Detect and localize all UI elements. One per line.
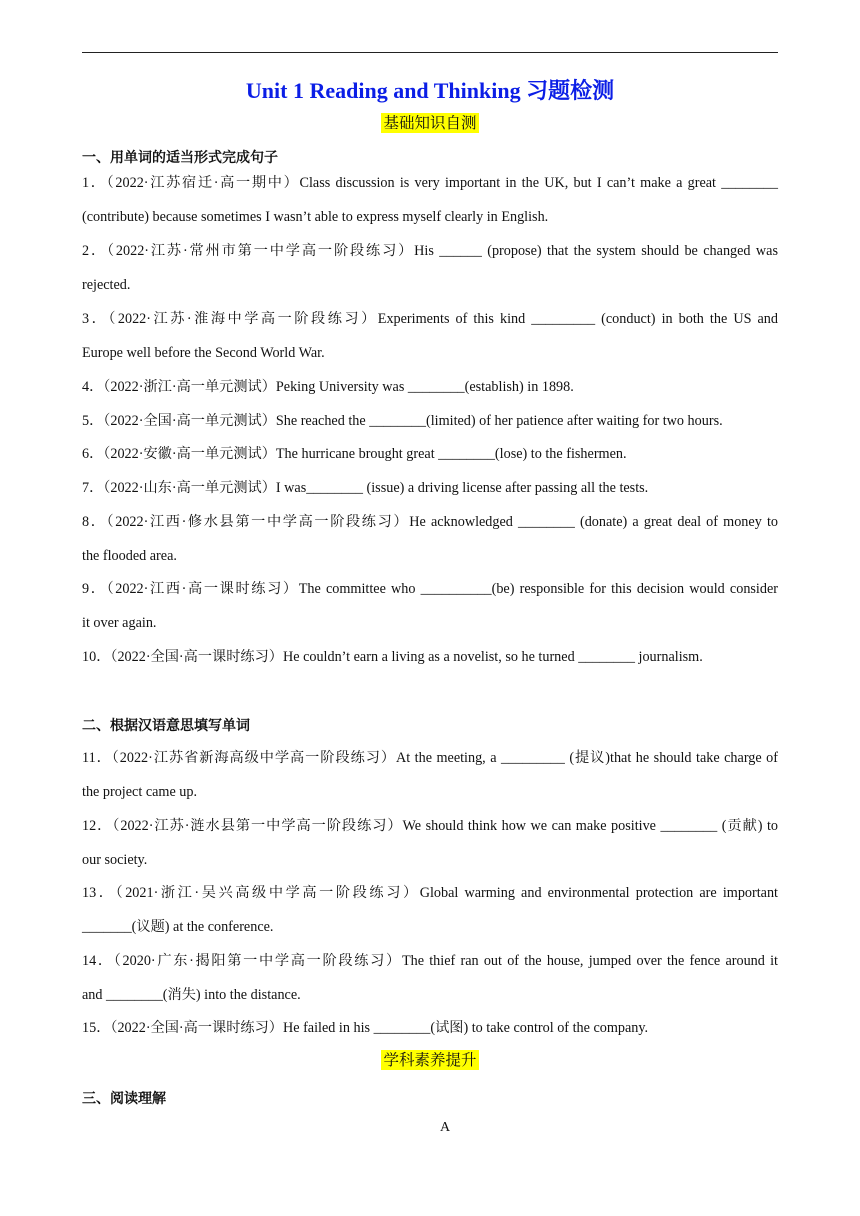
question-5: 5．（2022·全国·高一单元测试）She reached the ________(limited) of her patience after waiting for two hours. bbox=[82, 413, 723, 429]
question-14: 14．（2020·广东·揭阳第一中学高一阶段练习）The thief ran out of the house, jumped over the fence around it and ________(消失) into the distance. bbox=[82, 953, 778, 1003]
question-8: 8．（2022·江西·修水县第一中学高一阶段练习）He acknowledged ________ (donate) a great deal of money to the flooded area. bbox=[82, 514, 778, 564]
part2-heading: 二、根据汉语意思填写单词 bbox=[82, 718, 250, 734]
question-13: 13．（2021·浙江·吴兴高级中学高一阶段练习）Global warming and environmental protection are important _______(议题) at the conference. bbox=[82, 885, 778, 935]
question-4: 4．（2022·浙江·高一单元测试）Peking University was ________(establish) in 1898. bbox=[82, 379, 574, 395]
question-3: 3．（2022·江苏·淮海中学高一阶段练习）Experiments of this kind _________ (conduct) in both the US and Europe well before the Second World War. bbox=[82, 311, 778, 361]
question-9: 9．（2022·江西·高一课时练习）The committee who __________(be) responsible for this decision would consider it over again. bbox=[82, 581, 778, 631]
passage-label: A bbox=[439, 1120, 451, 1135]
section-banner-literacy: 学科素养提升 bbox=[383, 1051, 477, 1069]
question-15: 15．（2022·全国·高一课时练习）He failed in his ________(试图) to take control of the company. bbox=[82, 1020, 649, 1036]
question-10: 10．（2022·全国·高一课时练习）He couldn’t earn a living as a novelist, so he turned ________ journalism. bbox=[82, 649, 703, 665]
section-banner-basic: 基础知识自测 bbox=[383, 114, 477, 132]
question-6: 6．（2022·安徽·高一单元测试）The hurricane brought great ________(lose) to the fishermen. bbox=[82, 446, 627, 462]
top-rule bbox=[82, 52, 778, 53]
part1-heading: 一、用单词的适当形式完成句子 bbox=[82, 150, 278, 166]
part3-heading: 三、阅读理解 bbox=[82, 1091, 166, 1107]
question-11: 11．（2022·江苏省新海高级中学高一阶段练习）At the meeting, a _________ (提议)that he should take charge of the project came up. bbox=[82, 750, 778, 800]
question-12: 12．（2022·江苏·涟水县第一中学高一阶段练习）We should think how we can make positive ________ (贡献) to our society. bbox=[82, 818, 778, 868]
question-1: 1．（2022·江苏宿迁·高一期中）Class discussion is very important in the UK, but I can’t make a great ________ (contribute) because sometimes I wasn’t able to express myself clearly in English. bbox=[82, 175, 778, 225]
question-7: 7．（2022·山东·高一单元测试）I was________ (issue) a driving license after passing all the tests. bbox=[82, 480, 649, 496]
page-title: Unit 1 Reading and Thinking 习题检测 bbox=[245, 78, 615, 103]
question-2: 2．（2022·江苏·常州市第一中学高一阶段练习）His ______ (propose) that the system should be changed was rejected. bbox=[82, 243, 778, 293]
